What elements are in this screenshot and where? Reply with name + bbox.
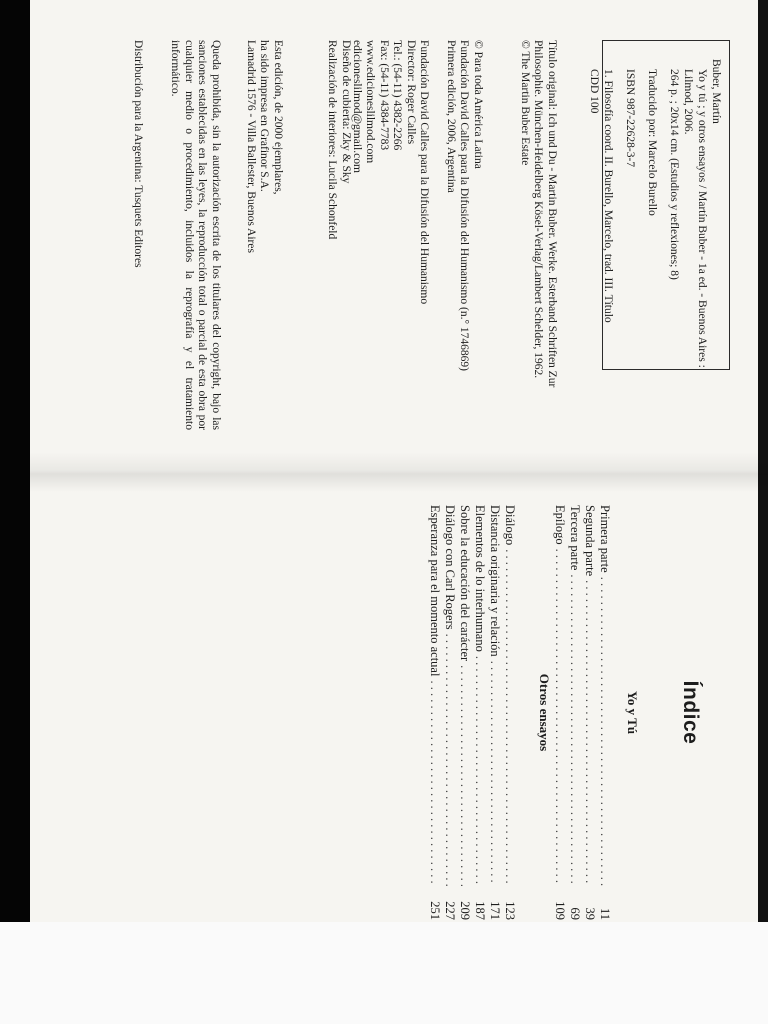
copyright-page (30, 40, 730, 440)
toc-entry-page: 11 (598, 907, 612, 920)
toc-leader-dots (502, 549, 517, 886)
toc-entry-label: Diálogo (503, 505, 517, 546)
toc-entry (597, 505, 612, 920)
original-title-line: © The Martin Buber Estate (519, 40, 531, 166)
legal-notice (168, 40, 222, 430)
toc-leader-dots (567, 574, 582, 886)
rights-line: © Para toda América Latina (472, 40, 484, 169)
catalog-line: 264 p. ; 20x14 cm. (Estudios y reflexiones; 8) (668, 69, 680, 280)
toc-entry-page: 123 (503, 901, 517, 920)
catalog-line: Buber, Martín (710, 59, 722, 124)
toc-entry-label: Tercera parte (568, 505, 582, 571)
toc-entry-page: 39 (583, 907, 597, 920)
original-title-block (518, 40, 559, 430)
toc-entry-label: Diálogo con Carl Rogers (443, 505, 457, 630)
original-title-line: Título original: Ich und Du - Martin Buber. Werke. Esterband Schriften Zur (546, 40, 558, 388)
rights-block (350, 40, 485, 430)
section-heading-otros-ensayos: Otros ensayos (537, 673, 552, 752)
rights-line: edicioneslilmod@gmail.com (351, 40, 363, 173)
toc-entry (487, 505, 502, 920)
original-title-line: Philosophie. München-Heidelberg Kösel-Verlag/Lambert Schelder, 1962. (532, 40, 545, 379)
toc-entry (427, 505, 442, 920)
toc-leader-dots (427, 680, 442, 886)
catalog-line: Yo y tú ; y otros ensayos / Martín Buber - 1a ed. - Buenos Aires : (696, 69, 708, 368)
toc-entry-label: Segunda parte (583, 505, 597, 577)
toc-entry (502, 505, 517, 920)
toc-entry-page: 251 (428, 901, 442, 920)
toc-entry-page: 227 (443, 901, 457, 920)
toc-leader-dots (472, 656, 487, 886)
index-title: Índice (679, 680, 702, 745)
rights-line: Tel.: (54-11) 4382-2266 (391, 40, 404, 151)
toc-entry-label: Distancia originaria y relación (488, 505, 502, 657)
design-credits-block (325, 40, 352, 430)
catalog-line: Lilmod, 2006. (682, 69, 694, 135)
toc-entry (472, 505, 487, 920)
edition-line: Esta edición, de 2000 ejemplares, (272, 40, 284, 195)
catalog-line: Traducido por: Marcelo Burello (646, 69, 658, 216)
toc-entry-page: 109 (553, 901, 567, 920)
distribution-notice (131, 40, 145, 430)
toc-entry-label: Primera parte (598, 505, 612, 573)
catalog-line: CDD 100 (588, 69, 600, 114)
toc-leader-dots (597, 577, 612, 886)
toc-entry (582, 505, 597, 920)
rights-line: Fundación David Calles para la Difusión del Humanismo (n.° 1746869) (458, 40, 471, 372)
catalog-card (588, 40, 730, 370)
edition-line: ha sido impresa en Grafinor S.A. (258, 40, 271, 192)
toc-leader-dots (457, 665, 472, 886)
toc-entry (457, 505, 472, 920)
rights-line: Fax: (54-11) 4384-7783 (378, 40, 390, 151)
page-fold (0, 452, 768, 492)
rights-line: Primera edición, 2006, Argentina (445, 40, 457, 193)
toc-entry-label: Elementos de lo interhumano (473, 505, 487, 652)
toc-leader-dots (442, 634, 457, 886)
toc-leader-dots (487, 661, 502, 886)
design-line: Diseño de cubierta: Zky & Sky (340, 40, 352, 184)
distribution-text: Distribución para la Argentina: Tusquets Editores (132, 40, 144, 268)
edition-line: Lamadrid 1576 - Villa Ballester, Buenos Aires (245, 40, 257, 253)
toc-leader-dots (552, 549, 567, 886)
design-line: Realización de interiores: Lucila Schonfeld (326, 40, 339, 240)
toc-entry-page: 209 (458, 901, 472, 920)
toc-entry-label: Esperanza para el momento actual (428, 505, 442, 677)
legal-text: Queda prohibida, sin la autorización escrita de los titulares del copyright, bajo las sanciones establecidas en las leyes, la reproducción total o parcial de esta obra por cualquier medio o procedimiento, incluidos la reprografía y el tratamiento informático. (169, 40, 222, 430)
toc-entry-page: 69 (568, 907, 582, 920)
toc-entry-label: Sobre la educación del carácter (458, 505, 472, 662)
rights-line: Fundación David Calles para la Difusión del Humanismo (418, 40, 431, 305)
index-page (10, 505, 710, 920)
toc-entry (442, 505, 457, 920)
section-heading-yo-y-tu: Yo y Tú (625, 690, 640, 735)
catalog-line: 1. Filosofía coord. II. Burello, Marcelo, trad. III. Título (602, 69, 614, 323)
toc-leader-dots (582, 580, 597, 886)
rights-line: www.edicioneslilmod.com (364, 40, 377, 164)
toc-entry (552, 505, 567, 920)
toc-entry-page: 171 (488, 901, 502, 920)
toc-entry (567, 505, 582, 920)
edition-block (244, 40, 285, 430)
toc-entry-label: Epílogo (553, 505, 567, 545)
toc-otros-ensayos (427, 505, 517, 920)
toc-yo-y-tu (552, 505, 612, 920)
scan-margin-bottom (0, 922, 768, 1024)
rights-line: Director: Roger Calles (405, 40, 417, 145)
toc-entry-page: 187 (473, 901, 487, 920)
catalog-line: ISBN 987-22628-3-7 (624, 69, 636, 168)
